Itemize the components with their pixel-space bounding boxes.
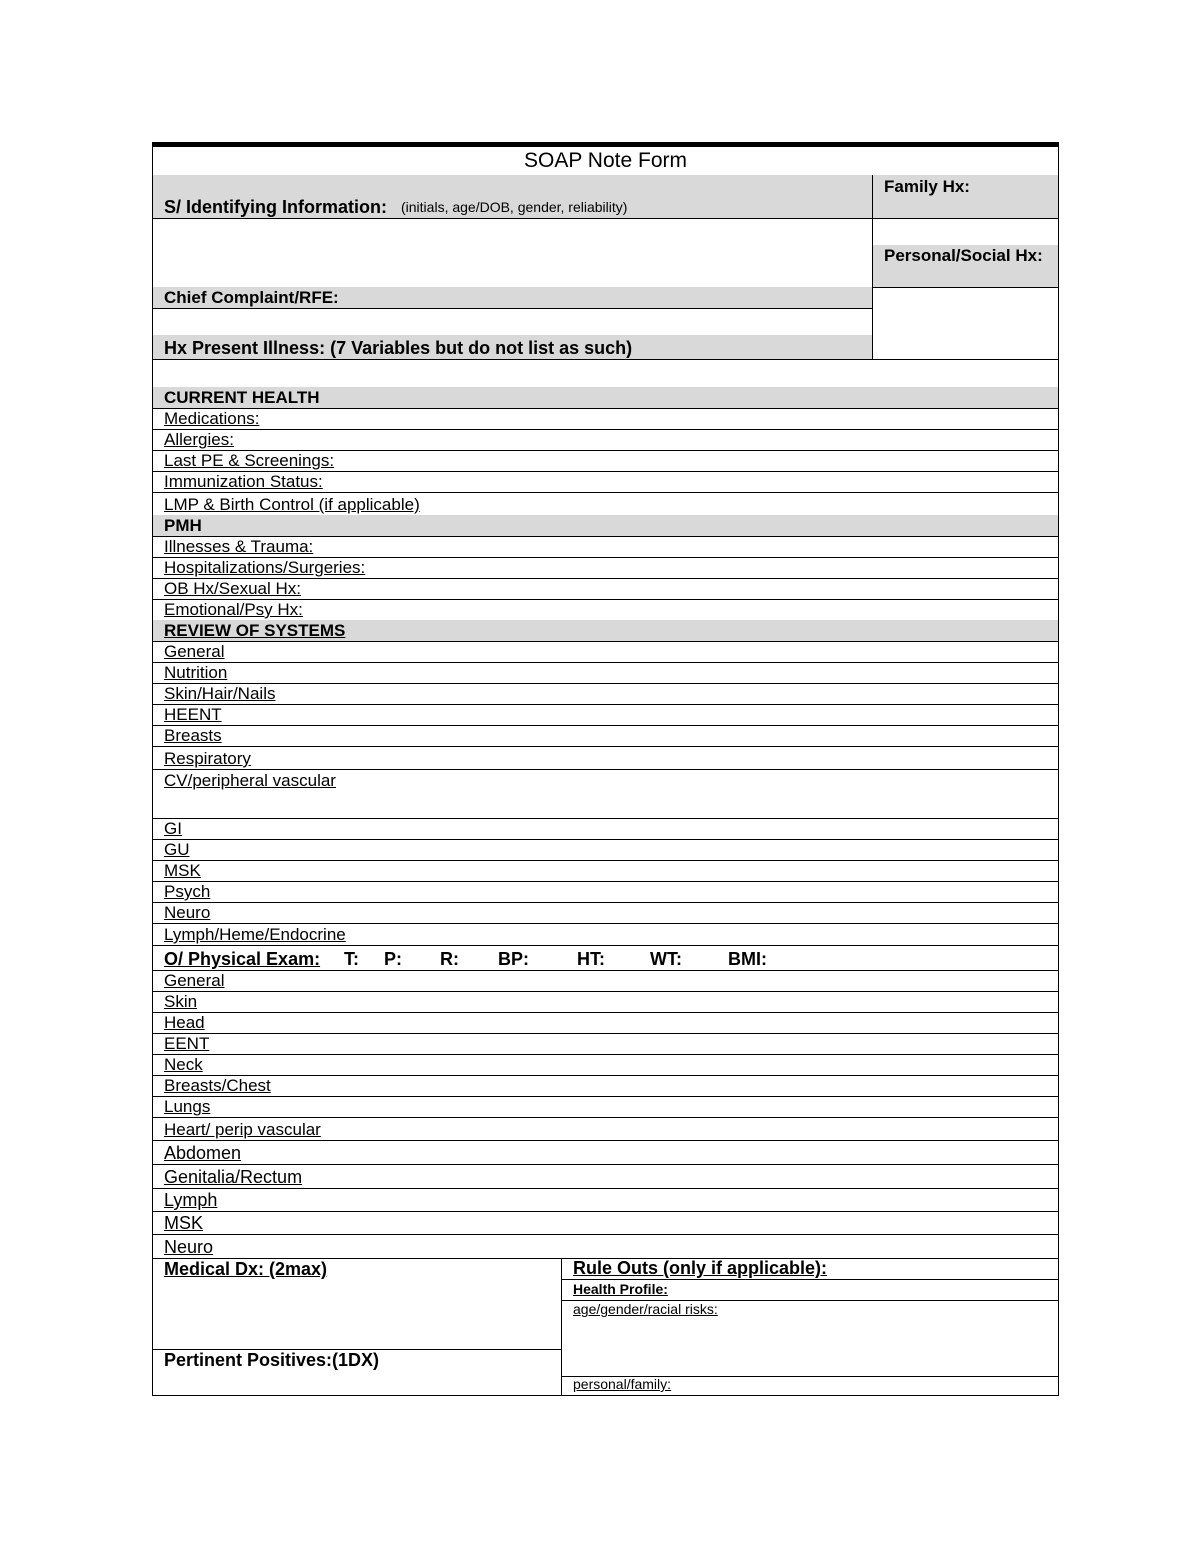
- ros-respiratory-label: Respiratory: [164, 749, 251, 768]
- exam-lungs-label: Lungs: [164, 1097, 211, 1116]
- current-health-heading: [152, 387, 1059, 409]
- current-health-heading-text: CURRENT HEALTH: [164, 388, 320, 407]
- physical-exam-row: [152, 945, 1059, 971]
- hospitalizations-label: Hospitalizations/Surgeries:: [164, 558, 366, 577]
- physical-exam-label: O/ Physical Exam:: [164, 949, 321, 969]
- medical-dx-label: Medical Dx: (2max): [164, 1259, 328, 1279]
- illnesses-label: Illnesses & Trauma:: [164, 537, 314, 556]
- exam-abdomen-label: Abdomen: [164, 1143, 242, 1163]
- ob-hx-label: OB Hx/Sexual Hx:: [164, 579, 301, 598]
- current-health-row[interactable]: [152, 492, 1059, 516]
- ros-gu-label: GU: [164, 840, 190, 859]
- pmh-row[interactable]: [152, 578, 1059, 600]
- current-health-row[interactable]: [152, 429, 1059, 451]
- pmh-heading: [152, 515, 1059, 537]
- exam-row[interactable]: [152, 1188, 1059, 1212]
- personal-social-hx-header: [872, 245, 1059, 288]
- form-title-text: SOAP Note Form: [524, 149, 687, 172]
- exam-neck-label: Neck: [164, 1055, 203, 1074]
- hpi-label: Hx Present Illness: (7 Variables but do not list as such): [164, 338, 633, 358]
- identifying-information-label: S/ Identifying Information:: [164, 197, 387, 217]
- form-title: [152, 147, 1059, 176]
- ros-general-label: General: [164, 642, 225, 661]
- personal-social-hx-field[interactable]: [872, 287, 1059, 360]
- ros-lymph-label: Lymph/Heme/Endocrine: [164, 925, 346, 944]
- ros-row[interactable]: [152, 902, 1059, 924]
- exam-row[interactable]: [152, 1096, 1059, 1118]
- medical-dx-cell[interactable]: [152, 1258, 562, 1350]
- vital-wt-label: WT:: [650, 949, 682, 969]
- allergies-label: Allergies:: [164, 430, 234, 449]
- personal-family-cell[interactable]: [561, 1376, 1059, 1396]
- exam-row[interactable]: [152, 1234, 1059, 1259]
- medications-label: Medications:: [164, 409, 260, 428]
- pmh-row[interactable]: [152, 599, 1059, 621]
- exam-heart-label: Heart/ perip vascular: [164, 1120, 321, 1139]
- soap-note-form: [152, 142, 1059, 1396]
- identifying-information-hint: (initials, age/DOB, gender, reliability): [401, 199, 628, 215]
- chief-complaint-row: [152, 287, 873, 309]
- pmh-heading-text: PMH: [164, 516, 202, 535]
- exam-head-label: Head: [164, 1013, 205, 1032]
- ros-row[interactable]: [152, 725, 1059, 747]
- family-hx-field[interactable]: [872, 218, 1059, 246]
- ros-row[interactable]: [152, 818, 1059, 840]
- ros-row[interactable]: [152, 662, 1059, 684]
- ros-neuro-label: Neuro: [164, 903, 211, 922]
- last-pe-label: Last PE & Screenings:: [164, 451, 335, 470]
- health-profile-label: Health Profile:: [573, 1281, 668, 1297]
- pmh-row[interactable]: [152, 536, 1059, 558]
- ros-breasts-label: Breasts: [164, 726, 222, 745]
- ros-row[interactable]: [152, 704, 1059, 726]
- ros-cv-label: CV/peripheral vascular: [164, 771, 336, 790]
- vital-resp-label: R:: [440, 949, 459, 969]
- personal-family-label: personal/family:: [573, 1376, 672, 1392]
- exam-row[interactable]: [152, 970, 1059, 992]
- emotional-hx-label: Emotional/Psy Hx:: [164, 600, 303, 619]
- exam-row[interactable]: [152, 1211, 1059, 1235]
- ros-skin-label: Skin/Hair/Nails: [164, 684, 276, 703]
- exam-lymph-label: Lymph: [164, 1190, 218, 1210]
- pmh-row[interactable]: [152, 557, 1059, 579]
- ros-row[interactable]: [152, 683, 1059, 705]
- pertinent-positives-cell[interactable]: [152, 1349, 562, 1396]
- age-gender-risks-cell[interactable]: [561, 1300, 1059, 1377]
- personal-social-hx-label: Personal/Social Hx:: [884, 246, 1043, 265]
- exam-msk-label: MSK: [164, 1213, 204, 1233]
- ros-heading-text: REVIEW OF SYSTEMS: [164, 621, 346, 640]
- family-hx-label: Family Hx:: [884, 177, 970, 196]
- age-gender-risks-label: age/gender/racial risks:: [573, 1301, 718, 1317]
- exam-genitalia-label: Genitalia/Rectum: [164, 1167, 303, 1187]
- hpi-row: [152, 335, 873, 360]
- immunization-label: Immunization Status:: [164, 472, 323, 491]
- current-health-row[interactable]: [152, 450, 1059, 472]
- ros-psych-label: Psych: [164, 882, 211, 901]
- identifying-information-field[interactable]: [152, 218, 873, 288]
- exam-row[interactable]: [152, 1033, 1059, 1055]
- ros-row[interactable]: [152, 839, 1059, 861]
- exam-neuro-label: Neuro: [164, 1237, 214, 1257]
- ros-row[interactable]: [152, 746, 1059, 770]
- chief-complaint-label: Chief Complaint/RFE:: [164, 288, 339, 307]
- exam-breasts-label: Breasts/Chest: [164, 1076, 271, 1095]
- vital-pulse-label: P:: [384, 949, 402, 969]
- ros-row[interactable]: [152, 769, 1059, 819]
- exam-row[interactable]: [152, 1164, 1059, 1189]
- ros-row[interactable]: [152, 923, 1059, 946]
- rule-outs-cell[interactable]: [561, 1258, 1059, 1280]
- vital-ht-label: HT:: [577, 949, 605, 969]
- exam-row[interactable]: [152, 991, 1059, 1013]
- identifying-information-row: [152, 175, 873, 219]
- ros-msk-label: MSK: [164, 861, 201, 880]
- lmp-label: LMP & Birth Control (if applicable): [164, 495, 420, 514]
- ros-row[interactable]: [152, 881, 1059, 903]
- vital-bp-label: BP:: [498, 949, 529, 969]
- ros-row[interactable]: [152, 641, 1059, 663]
- ros-row[interactable]: [152, 860, 1059, 882]
- exam-row[interactable]: [152, 1054, 1059, 1076]
- exam-row[interactable]: [152, 1075, 1059, 1097]
- exam-general-label: General: [164, 971, 225, 990]
- ros-heading: [152, 620, 1059, 642]
- health-profile-cell: [561, 1279, 1059, 1301]
- ros-gi-label: GI: [164, 819, 182, 838]
- current-health-row[interactable]: [152, 471, 1059, 493]
- ros-heent-label: HEENT: [164, 705, 222, 724]
- rule-outs-label: Rule Outs (only if applicable):: [573, 1258, 828, 1278]
- vital-bmi-label: BMI:: [728, 949, 767, 969]
- ros-nutrition-label: Nutrition: [164, 663, 228, 682]
- current-health-row[interactable]: [152, 408, 1059, 430]
- pertinent-positives-label: Pertinent Positives:(1DX): [164, 1350, 380, 1370]
- exam-row[interactable]: [152, 1012, 1059, 1034]
- vital-temp-label: T:: [344, 949, 359, 969]
- hpi-field[interactable]: [152, 359, 1059, 388]
- family-hx-header: [872, 175, 1059, 219]
- exam-row[interactable]: [152, 1117, 1059, 1141]
- exam-row[interactable]: [152, 1140, 1059, 1165]
- exam-eent-label: EENT: [164, 1034, 210, 1053]
- exam-skin-label: Skin: [164, 992, 198, 1011]
- chief-complaint-field[interactable]: [152, 308, 873, 336]
